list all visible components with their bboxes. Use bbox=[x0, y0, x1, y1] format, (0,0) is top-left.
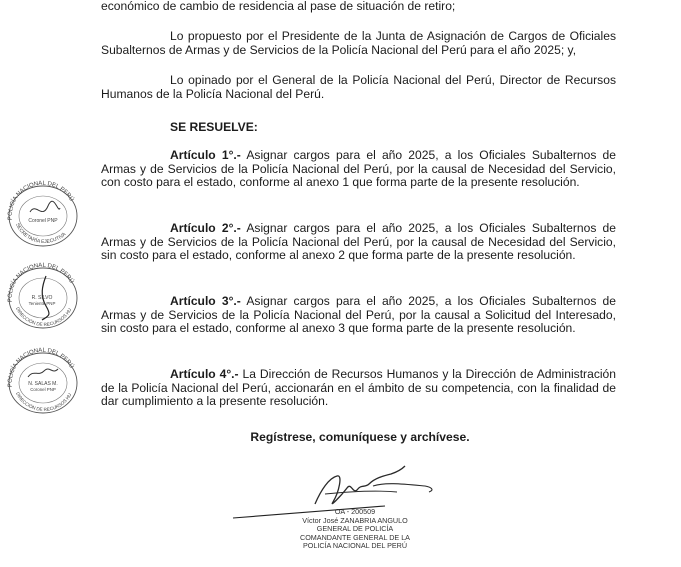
article-2 bbox=[101, 222, 616, 263]
svg-text:POLICÍA NACIONAL DEL PERÚ: POLICÍA NACIONAL DEL PERÚ bbox=[7, 347, 75, 388]
closing-formula: Regístrese, comuníquese y archívese. bbox=[250, 430, 470, 444]
signature-code: OA - 200509 bbox=[334, 507, 376, 516]
svg-text:DIRECCIÓN DE RECURSOS HUMANOS: DIRECCIÓN DE RECURSOS HU bbox=[15, 306, 73, 327]
signatory-rank: GENERAL DE POLICÍA bbox=[316, 524, 394, 534]
svg-text:Teniente PNP: Teniente PNP bbox=[28, 301, 56, 306]
article-1-label: Artículo 1°.- bbox=[170, 148, 241, 162]
paragraph-retiro: económico de cambio de residencia al pase de situación de retiro; bbox=[101, 0, 456, 13]
article-4 bbox=[101, 368, 616, 409]
paragraph-opinado: Lo opinado por el General de la Policía Nacional del Perú, Director de Recursos Humanos de la Policía Nacional del Perú. bbox=[101, 73, 616, 101]
article-2-text: Asignar cargos para el año 2025, a los Oficiales Subalternos de Armas y de Servicios de la Policía Nacional del Perú, por la causal de Necesidad del Servicio, sin costo para el estado, conforme al anexo 2 que forma parte de la presente resolución. bbox=[101, 221, 617, 263]
article-3-text: Asignar cargos para el año 2025, a los Oficiales Subalternos de Armas y de Servicios de la Policía Nacional del Perú, por la causal a Solicitud del Interesado, sin costo para el estado, conforme al anexo 3 que forma parte de la presente resolución. bbox=[101, 294, 617, 336]
svg-text:N. SALAS M.: N. SALAS M. bbox=[28, 381, 58, 387]
se-resuelve-heading: SE RESUELVE: bbox=[170, 120, 258, 134]
article-1-text: Asignar cargos para el año 2025, a los Oficiales Subalternos de Armas y de Servicios de la Policía Nacional del Perú, por la causal de Necesidad del Servicio, con costo para el estado, conforme al anexo 1 que forma parte de la presente resolución. bbox=[101, 148, 617, 190]
svg-text:SECRETARÍA EJECUTIVA: SECRETARÍA EJECUTIVA bbox=[14, 222, 68, 246]
svg-text:R. SILVO: R. SILVO bbox=[31, 295, 53, 301]
svg-text:DIRECCIÓN DE RECURSOS HUMANOS: DIRECCIÓN DE RECURSOS HU bbox=[15, 391, 73, 412]
svg-text:Coronel PNP: Coronel PNP bbox=[28, 218, 58, 224]
svg-text:POLICÍA NACIONAL DEL PERÚ: POLICÍA NACIONAL DEL PERÚ bbox=[7, 180, 75, 221]
article-4-label: Artículo 4°.- bbox=[170, 367, 239, 381]
seal-stamp-3 bbox=[2, 347, 84, 415]
svg-text:Coronel PNP: Coronel PNP bbox=[30, 387, 56, 392]
svg-text:POLICÍA NACIONAL DEL PERÚ: POLICÍA NACIONAL DEL PERÚ bbox=[7, 262, 75, 303]
paragraph-propuesto: Lo propuesto por el Presidente de la Junta de Asignación de Cargos de Oficiales Subalternos de Armas y de Servicios de la Policía Nacional del Perú para el año 2025; y, bbox=[101, 29, 616, 57]
signatory-role-1: COMANDANTE GENERAL DE LA bbox=[300, 532, 410, 542]
seal-stamp-1 bbox=[2, 180, 84, 248]
signatory-name: Víctor José ZANABRIA ANGULO bbox=[302, 515, 408, 525]
article-2-label: Artículo 2°.- bbox=[170, 221, 241, 235]
article-3-label: Artículo 3°.- bbox=[170, 294, 241, 308]
signature-block bbox=[290, 508, 420, 551]
article-1 bbox=[101, 149, 616, 190]
article-4-text: La Dirección de Recursos Humanos y la Dirección de Administración de la Policía Nacional del Perú, accionarán en el ámbito de su competencia, con la finalidad de dar cumplimiento a la presente resolución. bbox=[101, 367, 616, 409]
seal-stamp-2 bbox=[2, 262, 84, 330]
article-3 bbox=[101, 295, 616, 336]
signatory-role-2: POLICÍA NACIONAL DEL PERÚ bbox=[302, 541, 408, 551]
